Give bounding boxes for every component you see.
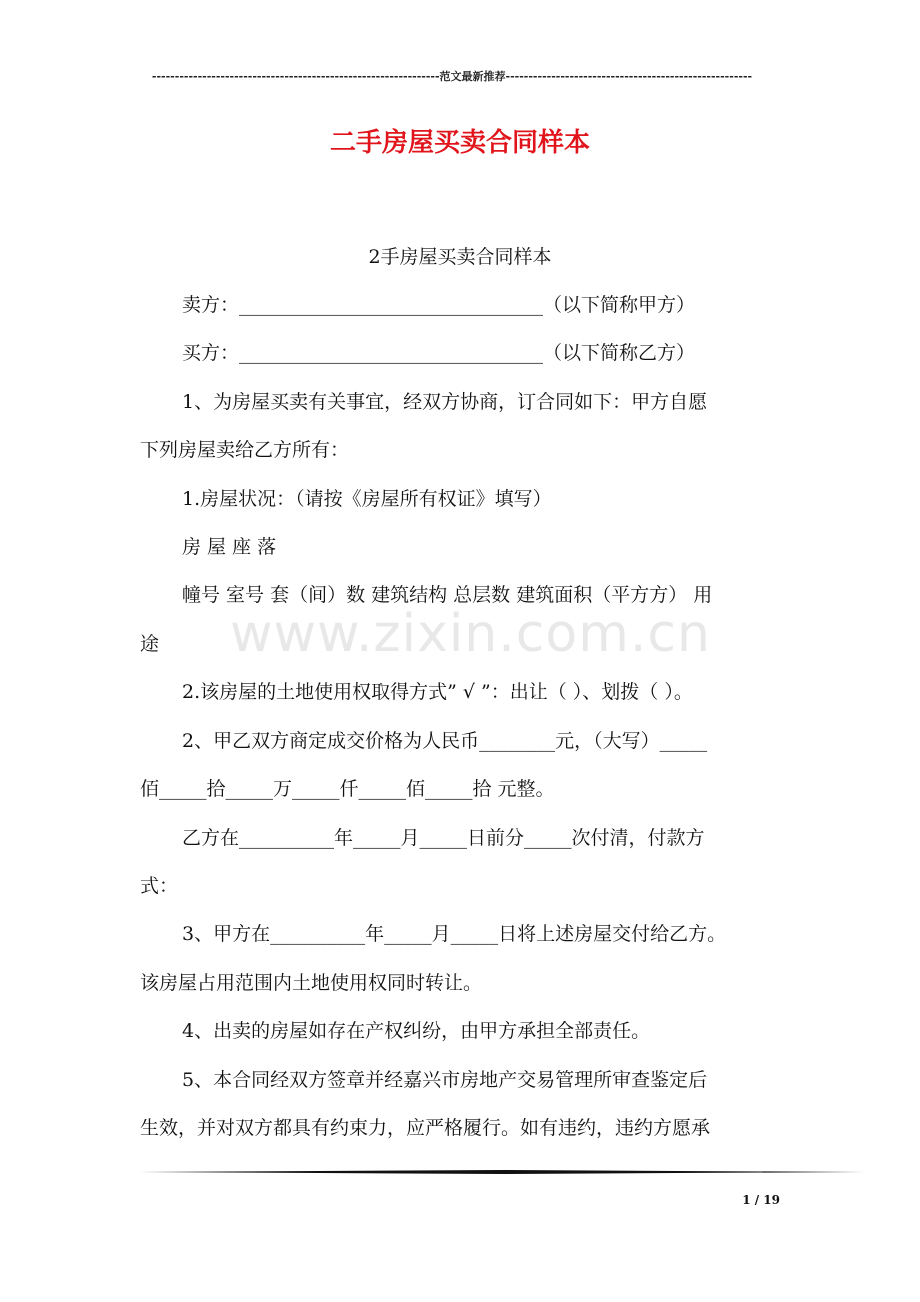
page-header: ---------------------------------------------------------------范文最新推荐------------------------------------------------------ xyxy=(151,70,753,83)
clause-5: 5、本合同经双方签章并经嘉兴市房地产交易管理所审查鉴定后 xyxy=(182,1069,708,1091)
footer-divider xyxy=(140,1170,864,1174)
clause-4: 4、出卖的房屋如存在产权纠纷，由甲方承担全部责任。 xyxy=(182,1020,651,1042)
clause-1: 1、为房屋买卖有关事宜，经双方协商，订合同如下：甲方自愿 xyxy=(182,391,708,413)
house-fields: 幢号 室号 套（间）数 建筑结构 总层数 建筑面积（平方方） 用 xyxy=(182,584,713,606)
clause-5-cont: 生效，并对双方都具有约束力，应严格履行。如有违约，违约方愿承 xyxy=(140,1117,711,1139)
page-number: 1 / 19 xyxy=(742,1193,780,1207)
land-use-right: 2.该房屋的土地使用权取得方式” √ ”：出让（ ）、划拨（ ）。 xyxy=(182,681,693,703)
seller-line: 卖方：________________________________（以下简称甲方） xyxy=(182,294,696,316)
clause-3-cont: 该房屋占用范围内土地使用权同时转让。 xyxy=(140,972,483,994)
clause-1-cont: 下列房屋卖给乙方所有： xyxy=(140,439,350,461)
subtitle: 2手房屋买卖合同样本 xyxy=(368,246,552,268)
clause-3: 3、甲方在__________年_____月_____日将上述房屋交付给乙方。 xyxy=(182,923,727,945)
payment-line: 乙方在__________年_____月_____日前分_____次付清，付款方 xyxy=(182,827,705,849)
document-title: 二手房屋买卖合同样本 xyxy=(329,128,590,158)
clause-2: 2、甲乙双方商定成交价格为人民币________元，（大写）_____ xyxy=(182,730,708,752)
payment-line-cont: 式： xyxy=(140,875,179,897)
house-status: 1.房屋状况：（请按《房屋所有权证》填写） xyxy=(182,488,552,510)
watermark: www.zixin.com.cn xyxy=(230,604,711,664)
clause-2-cont: 佰_____拾_____万_____仟_____佰_____拾 元整。 xyxy=(140,778,555,800)
buyer-line: 买方：________________________________（以下简称乙方） xyxy=(182,342,696,364)
house-location: 房 屋 座 落 xyxy=(182,536,277,558)
house-fields-cont: 途 xyxy=(140,633,160,655)
